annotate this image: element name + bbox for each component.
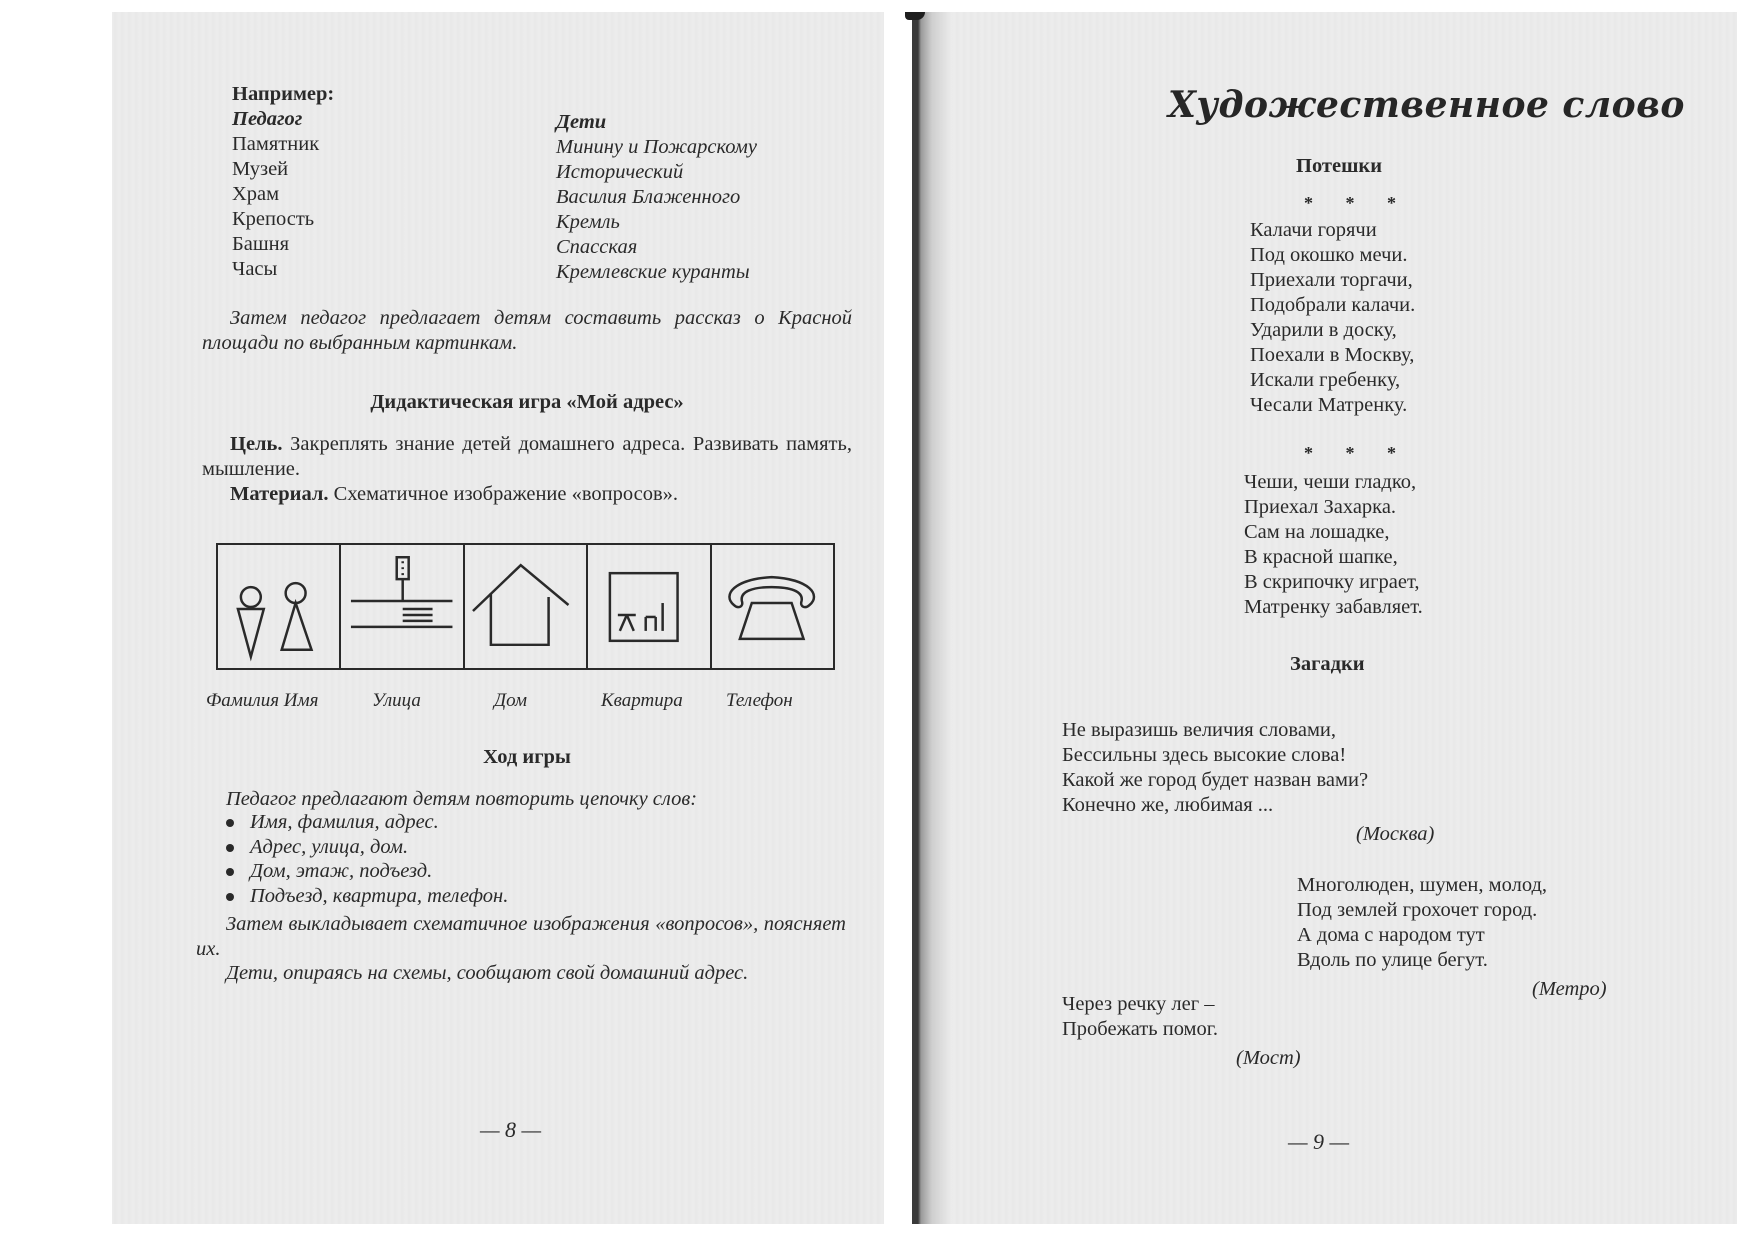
separator-stars: * * *: [1304, 193, 1410, 213]
separator-stars: * * *: [1304, 443, 1410, 463]
table-cell: Храм: [232, 183, 280, 205]
bullet-icon: [226, 844, 234, 852]
apartment-icon: [588, 545, 711, 668]
caption-apartment: Квартира: [601, 690, 683, 711]
caption-house: Дом: [494, 690, 527, 711]
bullet-icon: [226, 893, 234, 901]
rhyme-line: Ударили в доску,: [1250, 319, 1397, 341]
list-item: Имя, фамилия, адрес.: [220, 810, 508, 835]
table-cell: Василия Блаженного: [556, 186, 741, 208]
riddle-line: Какой же город будет назван вами?: [1062, 769, 1369, 791]
riddle-line: Бессильны здесь высокие слова!: [1062, 744, 1347, 766]
address-icon-strip: [216, 543, 835, 670]
rhyme-line: Под окошко мечи.: [1250, 244, 1408, 266]
rhyme-line: Приехал Захарка.: [1244, 496, 1397, 518]
caption-name: Фамилия Имя: [206, 690, 319, 711]
rhyme-line: Приехали торгачи,: [1250, 269, 1413, 291]
material-label: Материал.: [230, 483, 329, 505]
goal-label: Цель.: [230, 433, 283, 455]
telephone-icon: [712, 545, 833, 668]
procedure-paragraph-2: Дети, опираясь на схемы, сообщают свой домашний адрес.: [226, 962, 749, 984]
material-text: Схематичное изображение «вопросов».: [333, 483, 679, 505]
rhyme-line: В красной шапке,: [1244, 546, 1398, 568]
people-icon: [218, 545, 341, 668]
word-chain-list: [220, 810, 508, 908]
table-cell: Кремль: [556, 211, 620, 233]
caption-street: Улица: [372, 690, 421, 711]
list-item: Подъезд, квартира, телефон.: [220, 884, 508, 909]
table-header-children: Дети: [556, 111, 607, 133]
procedure-title: Ход игры: [483, 746, 571, 768]
riddle-line: Не выразишь величия словами,: [1062, 719, 1337, 741]
riddle-line: Вдоль по улице бегут.: [1297, 949, 1488, 971]
book-spine: [912, 12, 952, 1224]
rhyme-line: В скрипочку играет,: [1244, 571, 1420, 593]
rhyme-line: Подобрали калачи.: [1250, 294, 1416, 316]
rhyme-line: Калачи горячи: [1250, 219, 1377, 241]
riddle-line: Конечно же, любимая ...: [1062, 794, 1274, 816]
table-cell: Памятник: [232, 133, 320, 155]
riddle-answer: (Москва): [1356, 823, 1435, 845]
game-title: Дидактическая игра «Мой адрес»: [370, 391, 684, 413]
procedure-intro: Педагог предлагают детям повторить цепочку слов:: [226, 788, 698, 810]
rhyme-line: Чеши, чеши гладко,: [1244, 471, 1417, 493]
riddle-answer: (Метро): [1532, 978, 1607, 1000]
table-cell: Башня: [232, 233, 290, 255]
subsection-nursery-rhymes: Потешки: [1296, 155, 1383, 177]
table-cell: Крепость: [232, 208, 315, 230]
caption-phone: Телефон: [726, 690, 793, 711]
intro-paragraph: Затем педагог предлагает детям составить рассказ о Красной площади по выбранным картинкам.: [202, 307, 852, 354]
riddle-line: А дома с народом тут: [1297, 924, 1485, 946]
table-cell: Часы: [232, 258, 278, 280]
bullet-icon: [226, 868, 234, 876]
rhyme-line: Поехали в Москву,: [1250, 344, 1415, 366]
goal-text: Закреплять знание детей домашнего адреса. Развивать память, мышление.: [202, 433, 852, 480]
page-number-right: — 9 —: [1288, 1129, 1350, 1154]
rhyme-line: Чесали Матренку.: [1250, 394, 1408, 416]
table-cell: Спасская: [556, 236, 638, 258]
rhyme-line: Матренку забавляет.: [1244, 596, 1423, 618]
material-paragraph: [202, 482, 852, 507]
table-cell: Музей: [232, 158, 289, 180]
house-icon: [465, 545, 588, 668]
table-cell: Исторический: [556, 161, 684, 183]
list-item: Дом, этаж, подъезд.: [220, 859, 508, 884]
goal-paragraph: [202, 432, 852, 481]
rhyme-line: Искали гребенку,: [1250, 369, 1401, 391]
riddle-line: Многолюден, шумен, молод,: [1297, 874, 1548, 896]
rhyme-line: Сам на лошадке,: [1244, 521, 1390, 543]
riddle-line: Пробежать помог.: [1062, 1018, 1219, 1040]
section-title: Художественное слово: [1168, 84, 1685, 126]
subsection-riddles: Загадки: [1290, 653, 1365, 675]
table-cell: Кремлевские куранты: [556, 261, 750, 283]
riddle-line: Через речку лег –: [1062, 993, 1215, 1015]
street-icon: [341, 545, 464, 668]
table-cell: Минину и Пожарскому: [556, 136, 757, 158]
bullet-icon: [226, 819, 234, 827]
list-item: Адрес, улица, дом.: [220, 835, 508, 860]
procedure-paragraph-1: Затем выкладывает схематичное изображения «вопросов», поясняет их.: [196, 913, 846, 960]
page-number-left: — 8 —: [480, 1117, 542, 1142]
table-header-teacher: Педагог: [232, 108, 303, 130]
example-label: Например:: [232, 83, 335, 105]
riddle-answer: (Мост): [1236, 1047, 1301, 1069]
riddle-line: Под землей грохочет город.: [1297, 899, 1538, 921]
